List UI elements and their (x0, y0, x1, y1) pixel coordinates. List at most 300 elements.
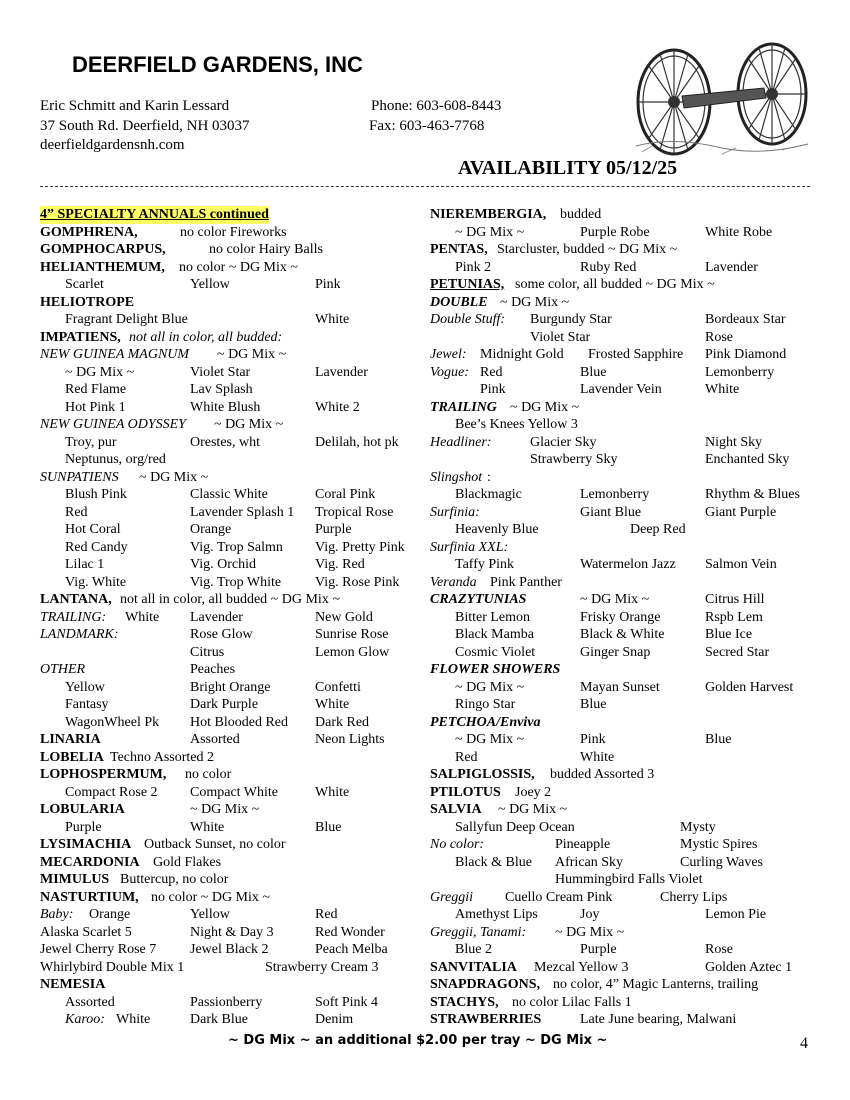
listing-text: Tropical Rose (315, 504, 394, 520)
header-divider (40, 186, 810, 187)
listing-text: Pink Panther (490, 574, 562, 590)
listing-text: Vogue: (430, 364, 469, 380)
footer-note: ~ DG Mix ~ an additional $2.00 per tray ~ DG Mix ~ (228, 1033, 608, 1048)
listing-row (40, 994, 425, 1012)
listing-text: no color Fireworks (180, 224, 287, 240)
listing-text: Fragrant Delight Blue (65, 312, 188, 327)
wagon-wheels-logo (632, 36, 812, 160)
listing-text: Hot Coral (65, 522, 121, 537)
listing-row (40, 434, 425, 452)
listing-row (40, 259, 425, 277)
listing-text: Assorted (65, 994, 115, 1010)
listing-text: Rose (705, 329, 733, 345)
listing-text: Lilac 1 (65, 557, 105, 572)
listing-text: Baby: (40, 907, 74, 922)
listing-row (40, 661, 425, 679)
listing-row (40, 329, 425, 347)
listing-text: NEMESIA (40, 977, 106, 992)
listing-text: TRAILING: (40, 609, 107, 625)
listing-text: Mysty (680, 819, 716, 835)
listing-text: Dark Red (315, 714, 370, 730)
listing-text: GOMPHOCARPUS, (40, 242, 166, 257)
listing-text: budded (560, 207, 602, 222)
listing-text: Rhythm & Blues (705, 487, 800, 502)
listing-text: Rspb Lem (705, 609, 763, 625)
listing-row (40, 399, 425, 417)
listing-row (40, 644, 425, 662)
listing-row (430, 626, 820, 644)
listing-text: Blue Ice (705, 627, 753, 642)
listing-text: Midnight Gold (480, 347, 564, 362)
listing-text: ~ DG Mix ~ (500, 294, 570, 310)
listing-text: Lemon Glow (315, 644, 390, 660)
listing-row (40, 766, 425, 784)
listing-row (430, 941, 820, 959)
listing-row (430, 679, 820, 697)
listing-text: Mystic Spires (680, 837, 758, 852)
listing-text: Hummingbird Falls Violet (555, 872, 703, 887)
listing-text: Red (315, 907, 338, 922)
listing-text: Curling Waves (680, 854, 763, 870)
listing-text: Hot Pink 1 (65, 399, 126, 415)
listing-text: Golden Harvest (705, 679, 794, 695)
listing-text: Coral Pink (315, 487, 376, 502)
listing-row (40, 731, 425, 749)
listing-row (430, 399, 820, 417)
listing-text: Blue (580, 697, 607, 712)
listing-row (40, 924, 425, 942)
listing-row (40, 311, 425, 329)
listing-text: Gold Flakes (153, 854, 222, 870)
listing-row (40, 749, 425, 767)
listing-text: Headliner: (430, 434, 492, 450)
listing-text: White (315, 312, 350, 327)
listing-text: Troy, pur (65, 434, 117, 450)
listing-text: Vig. Trop Salmn (190, 539, 283, 555)
listing-row (40, 241, 425, 259)
listing-text: Blue 2 (455, 942, 492, 957)
listing-row (40, 294, 425, 312)
listing-text: Red Flame (65, 382, 127, 397)
listing-row (430, 591, 820, 609)
listing-row (40, 819, 425, 837)
listing-row (430, 486, 820, 504)
listing-row (40, 906, 425, 924)
listing-row (40, 451, 425, 469)
listing-text: Passionberry (190, 994, 263, 1010)
listing-text: Vig. Pretty Pink (315, 539, 405, 555)
listing-text: Mezcal Yellow 3 (534, 959, 629, 975)
listing-text: Compact Rose 2 (65, 784, 158, 800)
address: 37 South Rd. Deerfield, NH 03037 (40, 118, 250, 134)
listing-text: PETUNIAS, (430, 277, 505, 292)
listing-text: Karoo: (65, 1012, 105, 1027)
listing-text: Dark Blue (190, 1012, 248, 1027)
company-name: DEERFIELD GARDENS, INC (72, 52, 363, 77)
listing-text: ~ DG Mix ~ (510, 399, 580, 415)
listing-text: SALPIGLOSSIS, (430, 767, 535, 782)
listing-text: Cuello Cream Pink (505, 889, 613, 905)
listing-row (430, 609, 820, 627)
listing-text: CRAZYTUNIAS (430, 592, 527, 607)
listing-text: Yellow (190, 277, 230, 292)
left-column (40, 206, 425, 1029)
listing-text: HELIANTHEMUM, (40, 259, 165, 275)
listing-text: Scarlet (65, 277, 104, 292)
listing-text: Blue (580, 364, 607, 380)
listing-row (40, 591, 425, 609)
listing-row (430, 696, 820, 714)
listing-text: IMPATIENS, (40, 329, 121, 345)
listing-text: SUNPATIENS (40, 469, 119, 485)
listing-text: Amethyst Lips (455, 907, 538, 922)
listing-text: MIMULUS (40, 872, 110, 887)
listing-row (430, 206, 820, 224)
listing-text: Heavenly Blue (455, 522, 539, 537)
listing-row (40, 889, 425, 907)
listing-text: Starcluster, budded ~ DG Mix ~ (497, 242, 678, 257)
listing-row (40, 679, 425, 697)
listing-text: Black & Blue (455, 854, 532, 870)
listing-row (430, 714, 820, 732)
listing-row (430, 381, 820, 399)
listing-text: Blue (315, 819, 342, 835)
listing-row (40, 836, 425, 854)
listing-text: Strawberry Cream 3 (265, 959, 379, 975)
listing-text: Purple (315, 522, 352, 537)
listing-text: ~ DG Mix ~ (455, 679, 525, 695)
owners: Eric Schmitt and Karin Lessard (40, 98, 230, 114)
listing-text: Bee’s Knees Yellow 3 (455, 417, 578, 432)
availability-date: AVAILABILITY 05/12/25 (458, 157, 678, 179)
listing-text: PTILOTUS (430, 784, 501, 800)
listing-text: Purple (580, 942, 617, 957)
listing-text: Greggii, Tanami: (430, 924, 527, 940)
listing-row (430, 906, 820, 924)
listing-text: DOUBLE (430, 294, 488, 310)
listing-text: Double Stuff: (430, 312, 506, 327)
listing-text: Cherry Lips (660, 889, 728, 905)
listing-text: Confetti (315, 679, 361, 695)
listing-text: Frisky Orange (580, 609, 661, 625)
listing-text: Sallyfun Deep Ocean (455, 819, 575, 835)
listing-text: Pineapple (555, 837, 611, 852)
listing-row (430, 364, 820, 382)
listing-text: Buttercup, no color (120, 872, 229, 887)
listing-text: Rose Glow (190, 627, 253, 642)
listing-text: White Blush (190, 399, 261, 415)
listing-row (40, 469, 425, 487)
listing-text: Vig. Trop White (190, 574, 282, 590)
listing-text: Yellow (65, 679, 105, 695)
listing-text: LINARIA (40, 732, 101, 747)
listing-row (430, 346, 820, 364)
listing-text: Secred Star (705, 644, 770, 660)
listing-text: Strawberry Sky (530, 452, 618, 467)
listing-row (40, 941, 425, 959)
listing-text: Fantasy (65, 697, 109, 712)
listing-text: ~ DG Mix ~ (455, 732, 525, 747)
listing-text: Orange (89, 907, 131, 922)
listing-text: White (315, 784, 350, 800)
listing-row (430, 749, 820, 767)
listing-row (430, 521, 820, 539)
listing-text: no color, 4” Magic Lanterns, trailing (553, 977, 759, 992)
listing-text: Jewel Cherry Rose 7 (40, 942, 157, 957)
listing-row (430, 469, 820, 487)
listing-text: Neon Lights (315, 732, 385, 747)
listing-row (430, 871, 820, 889)
listing-text: no color Lilac Falls 1 (512, 994, 632, 1010)
listing-row (430, 259, 820, 277)
listing-text: Mayan Sunset (580, 679, 660, 695)
listing-text: Lemonberry (580, 487, 650, 502)
listing-text: Pink (315, 277, 341, 292)
listing-text: No color: (430, 837, 485, 852)
listing-text: LANDMARK: (40, 627, 119, 642)
listing-text: Giant Purple (705, 504, 777, 520)
listing-row (40, 1011, 425, 1029)
listing-row (430, 224, 820, 242)
listing-text: PETCHOA/Enviva (430, 714, 541, 730)
listing-text: Violet Star (190, 364, 251, 380)
listing-row (40, 626, 425, 644)
listing-text: LOBULARIA (40, 802, 125, 817)
listing-row (430, 959, 820, 977)
listing-text: Lavender (705, 259, 758, 275)
listing-text: Blue (705, 732, 732, 747)
listing-row (430, 854, 820, 872)
listing-text: Neptunus, org/red (65, 452, 166, 467)
listing-text: Pink (580, 732, 606, 747)
listing-text: Pink Diamond (705, 347, 787, 362)
listing-text: Red (480, 364, 503, 380)
listing-text: White (315, 697, 350, 712)
listing-row (430, 434, 820, 452)
listing-text: Black Mamba (455, 627, 534, 642)
listing-text: White (580, 749, 615, 765)
listing-row (430, 889, 820, 907)
listing-text: NASTURTIUM, (40, 889, 139, 905)
listing-text: no color Hairy Balls (209, 242, 323, 257)
listing-text: budded Assorted 3 (550, 767, 655, 782)
listing-text: Red Wonder (315, 924, 385, 940)
listing-text: Watermelon Jazz (580, 557, 676, 572)
page-number: 4 (800, 1035, 808, 1052)
listing-text: Citrus (190, 644, 225, 660)
listing-text: Bordeaux Star (705, 312, 786, 327)
listing-text: Night Sky (705, 434, 763, 450)
listing-row (40, 801, 425, 819)
listing-row (40, 539, 425, 557)
listing-text: Dark Purple (190, 697, 259, 712)
listing-text: Yellow (190, 907, 230, 922)
listing-text: Lavender (190, 609, 243, 625)
listing-row (430, 451, 820, 469)
listing-text: Late June bearing, Malwani (580, 1012, 737, 1027)
listing-row (40, 504, 425, 522)
listing-text: FLOWER SHOWERS (430, 662, 561, 677)
listing-text: PENTAS, (430, 242, 488, 257)
listing-text: Bright Orange (190, 679, 271, 695)
listing-text: Black & White (580, 627, 665, 642)
listing-text: SNAPDRAGONS, (430, 977, 541, 992)
listing-row (430, 539, 820, 557)
listing-text: : (487, 469, 491, 485)
listing-text: Lavender Splash 1 (190, 504, 295, 520)
listing-row (40, 976, 425, 994)
listing-text: Lemon Pie (705, 907, 767, 922)
listing-text: Lemonberry (705, 364, 775, 380)
listing-row (40, 364, 425, 382)
listing-row (40, 854, 425, 872)
listing-text: some color, all budded ~ DG Mix ~ (515, 277, 715, 292)
listing-row (430, 574, 820, 592)
listing-text: LYSIMACHIA (40, 837, 132, 852)
listing-text: Outback Sunset, no color (144, 837, 286, 852)
listing-text: Deep Red (630, 522, 686, 537)
listing-text: White (705, 382, 740, 397)
listing-text: SALVIA (430, 802, 482, 817)
listing-text: Compact White (190, 784, 278, 800)
listing-text: Ringo Star (455, 697, 516, 712)
listing-text: African Sky (555, 854, 624, 870)
listing-text: Ginger Snap (580, 644, 651, 660)
listing-text: Surfinia XXL: (430, 539, 509, 555)
listing-row (40, 346, 425, 364)
listing-text: Classic White (190, 487, 268, 502)
listing-row (430, 924, 820, 942)
listing-text: not all in color, all budded: (129, 329, 283, 345)
listing-row (40, 206, 425, 224)
listing-text: ~ DG Mix ~ (65, 364, 135, 380)
listing-row (40, 784, 425, 802)
listing-text: NIEREMBERGIA, (430, 207, 547, 222)
website: deerfieldgardensnh.com (40, 137, 185, 153)
listing-text: OTHER (40, 662, 86, 677)
listing-text: Lav Splash (190, 382, 253, 397)
listing-text: White 2 (315, 399, 360, 415)
listing-text: White (190, 819, 225, 835)
listing-text: Vig. White (65, 574, 127, 590)
listing-text: Glacier Sky (530, 434, 597, 450)
listing-row (40, 959, 425, 977)
listing-text: ~ DG Mix ~ (190, 802, 260, 817)
listing-text: Blackmagic (455, 487, 522, 502)
listing-text: Denim (315, 1012, 354, 1027)
listing-text: Peach Melba (315, 942, 388, 957)
listing-text: Peaches (190, 662, 236, 677)
listing-text: Soft Pink 4 (315, 994, 379, 1010)
listing-text: White (125, 609, 160, 625)
listing-row (430, 994, 820, 1012)
listing-text: Violet Star (530, 329, 591, 345)
listing-text: Alaska Scarlet 5 (40, 924, 132, 940)
listing-row (430, 1011, 820, 1029)
listing-row (40, 224, 425, 242)
phone: Phone: 603-608-8443 (371, 98, 502, 114)
listing-row (40, 276, 425, 294)
listing-text: ~ DG Mix ~ (580, 592, 650, 607)
listing-text: Hot Blooded Red (190, 714, 288, 730)
listing-text: Techno Assorted 2 (110, 749, 215, 765)
listing-text: Night & Day 3 (190, 924, 274, 940)
listing-text: Giant Blue (580, 504, 642, 520)
listing-text: HELIOTROPE (40, 294, 135, 310)
listing-text: Taffy Pink (455, 557, 515, 572)
listing-text: Cosmic Violet (455, 644, 536, 660)
listing-text: Rose (705, 942, 733, 957)
listing-text: LANTANA, (40, 592, 112, 607)
listing-row (430, 504, 820, 522)
listing-text: Pink 2 (455, 259, 492, 275)
listing-text: STACHYS, (430, 994, 499, 1010)
listing-text: ~ DG Mix ~ (555, 924, 625, 940)
listing-text: GOMPHRENA, (40, 224, 138, 240)
listing-row (40, 556, 425, 574)
listing-text: Red Candy (65, 539, 128, 555)
listing-text: Lavender (315, 364, 368, 380)
listing-text: Vig. Rose Pink (315, 574, 400, 590)
listing-text: Vig. Orchid (190, 557, 257, 572)
listing-text: Salmon Vein (705, 557, 777, 572)
listing-text: WagonWheel Pk (65, 714, 160, 730)
listing-text: Purple Robe (580, 224, 650, 240)
listing-text: Whirlybird Double Mix 1 (40, 959, 185, 975)
listing-row (430, 276, 820, 294)
listing-text: Jewel Black 2 (190, 942, 269, 957)
listing-text: no color (185, 767, 232, 782)
listing-text: Sunrise Rose (315, 627, 389, 642)
listing-text: Joey 2 (515, 784, 552, 800)
listing-text: Orange (190, 522, 232, 537)
listing-text: NEW GUINEA MAGNUM (40, 347, 190, 362)
listing-row (430, 731, 820, 749)
listing-row (430, 819, 820, 837)
listing-text: Vig. Red (315, 557, 365, 572)
listing-row (40, 871, 425, 889)
listing-text: Greggii (430, 889, 474, 905)
listing-text: STRAWBERRIES (430, 1012, 542, 1027)
listing-text: Golden Aztec 1 (705, 959, 793, 975)
listing-text: White (116, 1012, 151, 1027)
fax: Fax: 603-463-7768 (369, 118, 485, 134)
listing-row (430, 661, 820, 679)
listing-text: Red (65, 504, 88, 520)
listing-text: ~ DG Mix ~ (455, 224, 525, 240)
listing-text: ~ DG Mix ~ (498, 802, 568, 817)
listing-row (430, 556, 820, 574)
listing-text: Pink (480, 382, 506, 397)
listing-row (40, 416, 425, 434)
listing-text: White Robe (705, 224, 773, 240)
listing-text: MECARDONIA (40, 854, 140, 870)
listing-text: TRAILING (430, 399, 497, 415)
listing-text: New Gold (315, 609, 373, 625)
listing-row (430, 801, 820, 819)
listing-row (430, 766, 820, 784)
listing-row (430, 784, 820, 802)
listing-text: NEW GUINEA ODYSSEY (40, 417, 186, 432)
listing-text: LOPHOSPERMUM, (40, 767, 167, 782)
listing-text: Red (455, 749, 478, 765)
listing-text: not all in color, all budded ~ DG Mix ~ (120, 592, 340, 607)
listing-row (40, 609, 425, 627)
listing-text: no color ~ DG Mix ~ (151, 889, 270, 905)
listing-text: Citrus Hill (705, 592, 765, 607)
listing-text: SANVITALIA (430, 959, 517, 975)
listing-row (430, 836, 820, 854)
